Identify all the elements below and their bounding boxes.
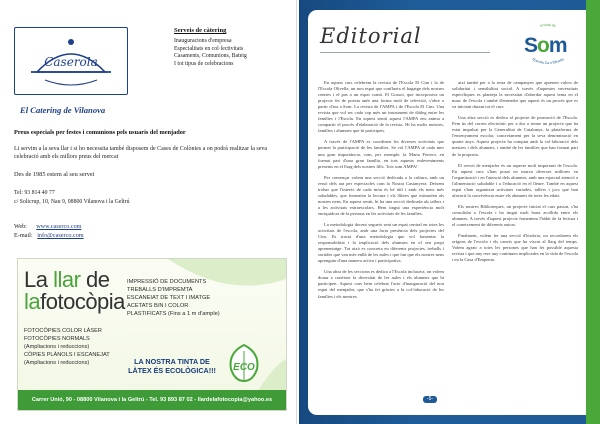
page-number: -5- [423, 396, 437, 403]
caterer-ad [14, 23, 286, 253]
caterer-logo [14, 27, 128, 95]
green-edge-strip [586, 0, 600, 424]
som-arc-bottom: l'Escola Ca n'Olivella [531, 57, 565, 64]
right-page [299, 0, 600, 424]
logo-highlight: llar [53, 267, 81, 292]
caterer-service-block [174, 27, 286, 68]
print-service-item: PLASTIFICATS (Fins a 1 m d'ample) [127, 311, 220, 318]
editorial-paragraph: Una altra de les seccions es dedica a l'Escola inclusiva, on volem donar a conèixer la diversitat de les aules i els alumnes que hi participen. Aquest curs hem celebrat l'acte d'inauguració del nou espai del menjador, que s'ha fet gràcies a la col·laboració de les famílies i els mestres. [318, 269, 444, 299]
print-service-item: IMPRESSIÓ DE DOCUMENTS [127, 279, 207, 285]
eco-badge-text: ECO [233, 362, 255, 373]
print-service-list [127, 278, 283, 318]
copy-service-item: FOTOCÒPIES NORMALS [24, 335, 90, 342]
prices-heading: Preus especials per festes i comunions pels usuaris del menjador [14, 129, 186, 136]
since-text: Des de 1985 estem al seu servei [14, 171, 95, 178]
svg-text:revista de [540, 23, 557, 28]
editorial-paragraph: Una altra secció es dedica al projecte de promoció de l'Escola. Fem ús del correu electrònic per a dur a terme un projecte que ha estat impulsat per la Generalitat de Catalunya, la plataforma de l'ensenyament escolar, concretament per la seva denominació en quatre anys. Aquest projecte ha comptat amb la col·laboració dels mestres i dels alumnes, i també de les famílies que han format part de la proposta. [452, 115, 578, 157]
som-m: m [548, 34, 567, 57]
logo-pre: La [24, 267, 54, 292]
web-line [14, 222, 204, 231]
email-link[interactable]: info@caserco.com [37, 232, 84, 239]
editorial-paragraph: així també per a la resta de campanyes que aprenen valors de solidaritat i sensibilitat social. A través d'aquestes necessitats específiques es planteja la necessitat d'abordar aquest tema en el marc de l'escola i també d'entendre que aquest és un procés que es va iniciant durant tot el curs. [452, 80, 578, 110]
svg-text:l'Escola Ca n'Olivella [531, 57, 564, 64]
editorial-paragraph: A través de l'AMPA es coordinen les diverses activitats que permet la participació de les famílies. Se vol l'AMPA té cada mes una gran importància, com, per exemple, la Marta Ferrero, en format part d'una gran família, en tots aquests esdeveniments presents en el llarg dels nostres fills. Tots som AMPA! [318, 139, 444, 169]
logo-post: de [80, 267, 110, 292]
web-block [14, 222, 204, 240]
editorial-paragraph: En aquest curs celebrem la revista de l'Escola El Cim i la de l'Escola Olivella, un nou espai que conflueix el bagatge dels nostres centres i el pas a un espai comú. El Gossot, que incorporava un projecte fet de poesia amb una forma molt de televisió, s'obre a partir d'ara a Som. La revista de l'AMPA i de l'Escola El Cim. Una revista que vol ser cada cop més un instrument de diàleg entre les famílies i l'Escola. En aquest sentit aquest l'AMPA ens anima a compartir el procés d'elaboració de la revista. Hi ha molts mestres, famílies i alumnes que hi participen. [318, 80, 444, 134]
service-line: Inauguracions d'empresa [174, 38, 232, 44]
service-line: Casaments, Comunions, Bateig [174, 53, 247, 60]
copy-service-item: FOTOCÒPIES COLOR LÀSER [24, 328, 102, 334]
editorial-paragraph: Els nostres Biblioteques, un projecte iniciat el curs passat, s'ha consolidat a l'escola i ha tingut molt bona acollida entre els alumnes. A través d'aquest projecte fomentem l'hàbit de la lectura i el coneixement de diferents autors. [452, 203, 578, 227]
eco-slogan-line2: LÀTEX ÉS ECOLÒGICA!!! [128, 366, 216, 375]
copy-service-list [24, 328, 129, 368]
editorial-card [308, 10, 586, 415]
title-rule [320, 52, 490, 53]
editorial-column-left [318, 80, 444, 305]
editorial-paragraph: Per començar volem una secció dedicada a la cultura, amb un ressò dels ara per espectacles com la Nostra Castanyera. Deixem trobar que l'interès de cada món és bé útil i amb els nens més saludables, que fomenten la lectura i els llibres que estimulen als nostres nens. En aquest sentit, hi ha una secció dedicada als tallers i a les activitats extraescolars. Hem tingut una experiència molt enriquidora de la persona en les activitats de les famílies. [318, 174, 444, 216]
copy-service-item: CÒPIES PLÀNOLS I ESCANEJAT [24, 351, 110, 358]
eco-slogan-line1: LA NOSTRA TINTA DE [134, 357, 210, 366]
print-service-item: ESCANEIAT DE TEXT I IMATGE [127, 295, 211, 302]
editorial-paragraph: Finalment, volem fer una secció d'història, on recordarem els orígens de l'escola i els canvis que ha viscut al llarg del temps. Volem agrair a totes les persones que han fet possible aquesta revista i que any rere any continuen implicades en la vida de l'escola i en la Casa d'Empenta. [452, 233, 578, 263]
copy-service-item: (Ampliacions i reduccions) [24, 359, 90, 366]
eco-leaf-icon [227, 343, 261, 383]
invite-text: Li servim a la seva llar i si ho necessita també disposem de Cases de Colònies a on podrà realitzar la seva celebració amb els millors preus del mercat [14, 146, 268, 161]
caterer-logo-word: Caserola [44, 55, 98, 69]
som-s: S [524, 34, 538, 57]
print-service-item: TREBALLS D'IMPREMTA [127, 287, 193, 294]
contact-address: c/ Solicrup, 10, Nau 9, 08800 Vilanova i la Geltrú [14, 198, 130, 205]
print-ad-footer: Carrer Unió, 90 - 08800 Vilanova i la Geltrú - Tel. 93 893 87 02 - llardelafotocopia@yahoo.es [18, 390, 286, 410]
service-title: Serveis de càtering [174, 27, 227, 34]
print-service-item: ACETATS B/N I COLOR [127, 303, 189, 310]
caterer-tagline: El Catering de Vilanova [20, 105, 106, 115]
som-wordmark [524, 34, 567, 58]
som-logo [518, 22, 578, 64]
caterer-logo-graphic [15, 28, 127, 94]
service-line: Especialitats en col·lectivitats [174, 45, 244, 52]
email-label: E-mail: [14, 232, 33, 239]
editorial-paragraph: La metodologia docent segueix sent un espai central en totes les activitats de l'escola, amb una forta presència dels projectes del Cim. Es tracta d'una metodologia que vol fomentar la responsabilitat i la implicació dels alumnes en el seu propi aprenentatge. Tot això es concreta en diferents projectes, treballs i sortides que van més enllà de les aules i que fan que els nostres nens aprenguin d'una manera activa i participativa. [318, 221, 444, 264]
copy-service-item: (Ampliacions i reduccions) [24, 343, 90, 350]
som-o: o [537, 34, 549, 57]
som-arc-top: revista de [539, 22, 557, 28]
web-link[interactable]: www.caserco.com [36, 223, 82, 230]
editorial-paragraph: El servei de menjador és un aspecte molt important de l'escola. En aquest curs s'han posat en marxa diverses millores en l'organització i en l'atenció dels alumnes, amb una especial atenció a l'alimentació saludable i a l'educació en el lleure. També en aquest espai s'han organitzat activitats variades, tallers i jocs que han afavorit la convivència entre els alumnes de totes les edats. [452, 162, 578, 198]
print-shop-ad [17, 258, 287, 411]
editorial-title: Editorial [320, 24, 422, 48]
logo-post-2: fotocòpia [40, 289, 125, 314]
email-line [14, 231, 204, 240]
contact-block [14, 189, 204, 206]
contact-phone: Tel: 93 814 40 77 [14, 190, 55, 196]
web-label: Web: [14, 223, 27, 230]
left-page [0, 0, 297, 424]
eco-slogan [117, 357, 227, 375]
logo-highlight-2: la [24, 289, 41, 314]
editorial-column-right [452, 80, 578, 268]
service-line: I tot tipus de celebracions [174, 60, 234, 67]
